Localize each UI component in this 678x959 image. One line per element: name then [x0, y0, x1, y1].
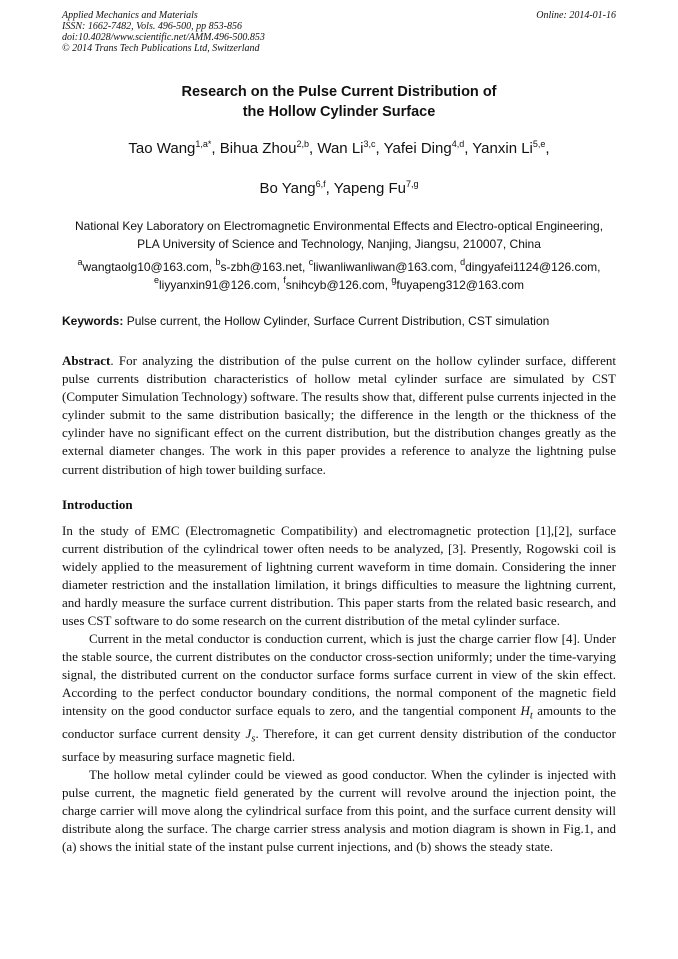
author-name: Yafei Ding: [383, 140, 452, 157]
email-mark: b: [215, 257, 221, 267]
math-letter: H: [520, 703, 530, 719]
title-line-1: Research on the Pulse Current Distribution of: [181, 84, 497, 100]
author-list-line-2: Bo Yang$^{6,f}$, Yapeng Fu$^{7,g}$: [259, 179, 419, 197]
author-affiliation-mark: 4,d: [451, 139, 465, 149]
keywords-label: Keywords:: [62, 314, 124, 328]
journal-header: [62, 10, 616, 54]
section-heading-introduction: Introduction: [62, 497, 133, 512]
affiliation: [62, 217, 616, 253]
email-address[interactable]: fuyapeng312@163.com: [396, 278, 524, 292]
author-name: Tao Wang: [128, 140, 196, 157]
copyright-notice: © 2014 Trans Tech Publications Ltd, Switzerland: [62, 43, 260, 54]
email-address[interactable]: liwanliwanliwan@163.com: [313, 260, 454, 274]
author-name: Yanxin Li: [472, 140, 533, 157]
paper-title: [0, 82, 678, 122]
paragraph-text: Current in the metal conductor is conduction current, which is just the charge carrier flow [4]. Under the stable source, the current distributes on the conductor cross-section uniformly; under the time-varying signal, the distributed current on the conductor surface forms surface current in view of the skin effect. According to the perfect conductor boundary conditions, the normal component of the magnetic field intensity on the good conductor surface equals to zero, and the tangential component: [62, 631, 616, 719]
author-affiliation-mark: 5,e: [532, 139, 546, 149]
email-mark: c: [308, 257, 314, 267]
math-letter: J: [245, 726, 252, 742]
author-affiliation-mark: 7,g: [406, 179, 419, 189]
email-mark: e: [154, 275, 160, 285]
affiliation-line-1: National Key Laboratory on Electromagnetic Environmental Effects and Electro-optical Engineering,: [74, 219, 604, 233]
math-subscript: s: [251, 732, 256, 745]
issn-info: ISSN: 1662-7482, Vols. 496-500, pp 853-856: [62, 21, 242, 32]
abstract: [62, 352, 616, 479]
author-affiliation-mark: 6,f: [315, 179, 326, 189]
author-name: Yapeng Fu: [333, 180, 407, 197]
title-line-2: the Hollow Cylinder Surface: [242, 104, 436, 120]
email-mark: d: [460, 257, 466, 267]
author-name: Wan Li: [317, 140, 364, 157]
introduction-body: [62, 522, 616, 856]
online-date: Online: 2014-01-16: [536, 10, 616, 21]
math-symbol: [520, 703, 533, 723]
paragraph: [62, 630, 616, 766]
author-name: Bo Yang: [259, 180, 316, 197]
journal-name: Applied Mechanics and Materials: [62, 10, 198, 21]
abstract-text: . For analyzing the distribution of the pulse current on the hollow cylinder surface, different pulse currents distribution characteristics of hollow metal cylinder surface are simulated by CST (Computer Simulation Technology) software. The results show that, different pulse currents injected in the cylinder submit to the same distribution basically; the difference in the length or the thickness of the cylinder have no significant effect on the current distribution, but the distribution changes greatly as the external diameter changes. The work in this paper provides a reference to analyze the lightning pulse current distribution of high tower building surface.: [62, 353, 616, 477]
doi-link[interactable]: doi:10.4028/www.scientific.net/AMM.496-500.853: [62, 32, 265, 43]
email-address[interactable]: liyyanxin91@126.com: [159, 278, 277, 292]
paragraph: In the study of EMC (Electromagnetic Compatibility) and electromagnetic protection [1],[2], surface current distribution of the cylindrical tower often needs to be analyzed, [3]. Presently, Rogowski coil is widely applied to the measurement of lightning current waveform in time domain. Considering the inner diameter restriction and the installation limilation, it brings difficulties to measure the lightning current, and hardly measure the surface current distribution. This paper starts from the related basic research, and uses CST software to do some research on the current distribution of the metal cylinder surface.: [62, 523, 616, 629]
author-name: Bihua Zhou: [219, 140, 297, 157]
author-affiliation-mark: 1,a*: [195, 139, 212, 149]
email-address[interactable]: s-zbh@163.net: [220, 260, 303, 274]
email-address[interactable]: dingyafei1124@126.com: [465, 260, 598, 274]
author-emails: [62, 258, 616, 294]
paragraph-text: amounts to the conductor surface current density: [62, 703, 617, 742]
math-subscript: t: [529, 710, 533, 723]
email-mark: g: [391, 275, 397, 285]
paragraph-text: . Therefore, it can get current density distribution of the conductor surface by measuring surface magnetic field.: [62, 726, 616, 764]
email-line-1: $^a$wangtaolg10@163.com, $^b$s-zbh@163.net, $^c$liwanliwanliwan@163.com, $^d$dingyafei1124@126.com,: [77, 257, 601, 274]
email-address[interactable]: wangtaolg10@163.com: [82, 260, 209, 274]
email-mark: f: [283, 275, 286, 285]
email-line-2: $^e$liyyanxin91@126.com, $^f$snihcyb@126.com, $^g$fuyapeng312@163.com: [154, 275, 524, 292]
email-address[interactable]: snihcyb@126.com: [285, 278, 385, 292]
author-affiliation-mark: 3,c: [363, 139, 376, 149]
affiliation-line-2: PLA University of Science and Technology, Nanjing, Jiangsu, 210007, China: [137, 237, 541, 251]
author-list-line-1: Tao Wang$^{1,a*}$, Bihua Zhou$^{2,b}$, Wan Li$^{3,c}$, Yafei Ding$^{4,d}$, Yanxin Li$^{5,e}$,: [128, 139, 550, 157]
math-symbol: [245, 726, 256, 745]
keywords-text: Pulse current, the Hollow Cylinder, Surface Current Distribution, CST simulation: [126, 314, 550, 328]
author-affiliation-mark: 2,b: [296, 139, 310, 149]
abstract-label: Abstract: [62, 353, 111, 368]
keywords: [62, 314, 616, 328]
email-mark: a: [77, 257, 83, 267]
paragraph: The hollow metal cylinder could be viewed as good conductor. When the cylinder is injected with pulse current, the magnetic field generated by the current will revolve around the injection point, the charge carrier will move along the cylindrical surface from this point, and the surface current density will distribute along the surface. The charge carrier stress analysis and motion diagram is shown in Fig.1, and (a) shows the initial state of the instant pulse current injections, and (b) shows the steady state.: [62, 766, 616, 854]
